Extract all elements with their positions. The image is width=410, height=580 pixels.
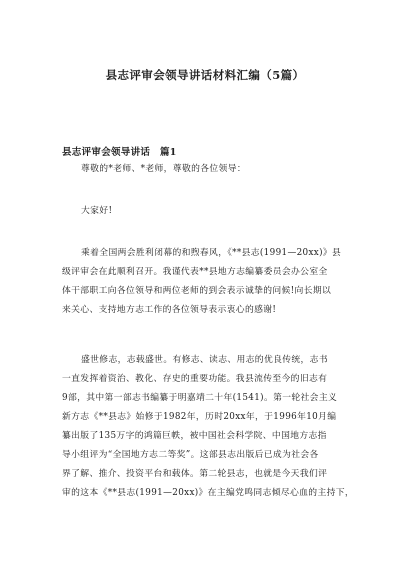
paragraph-line: 级评审会在此顺利召开。我谨代表**县地方志编纂委员会办公室全 [62, 267, 328, 277]
paragraph-line: 审的这本《**县志(1991—20xx)》在主编党鸣同志倾尽心血的主持下， [62, 488, 355, 498]
paragraph-1 [62, 244, 362, 320]
section-heading: 县志评审会领导讲话 篇1 [62, 147, 177, 158]
paragraph-line: 体干部职工向各位领导和两位老师的到会表示诚挚的问候!向长期以 [62, 286, 332, 296]
paragraph-line: 乘着全国两会胜利闭幕的和煦春风，《**县志(1991—20xx)》县 [81, 248, 342, 258]
paragraph-2 [62, 351, 362, 503]
paragraph-line: 导小组评为“全国地方志二等奖”。这部县志出版后已成为社会各 [62, 450, 319, 460]
paragraph-line: 纂出版了135万字的鸿篇巨帙，被中国社会科学院、中国地方志指 [62, 431, 327, 441]
greeting [62, 202, 362, 221]
salutation-line: 尊敬的*老师、*老师，尊敬的各位领导： [81, 164, 246, 174]
paragraph-line: 界了解、推介、投资平台和载体。第二轮县志，也就是今天我们评 [62, 469, 328, 479]
greeting-line: 大家好! [81, 206, 113, 216]
document-title: 县志评审会领导讲话材料汇编（5篇） [105, 68, 305, 82]
paragraph-line: 盛世修志，志载盛世。有修志、读志、用志的优良传统，志书 [81, 355, 328, 365]
paragraph-line: 来关心、支持地方志工作的各位领导表示衷心的感谢! [62, 305, 277, 315]
paragraph-line: 9部，其中第一部志书编纂于明嘉靖二十年(1541)。第一轮社会主义 [62, 393, 338, 403]
salutation [62, 160, 362, 179]
paragraph-line: 一直发挥着资治、教化、存史的重要功能。我县流传至今的旧志有 [62, 374, 328, 384]
paragraph-line: 新方志《**县志》始修于1982年，历时20xx年，于1996年10月编 [62, 412, 337, 422]
